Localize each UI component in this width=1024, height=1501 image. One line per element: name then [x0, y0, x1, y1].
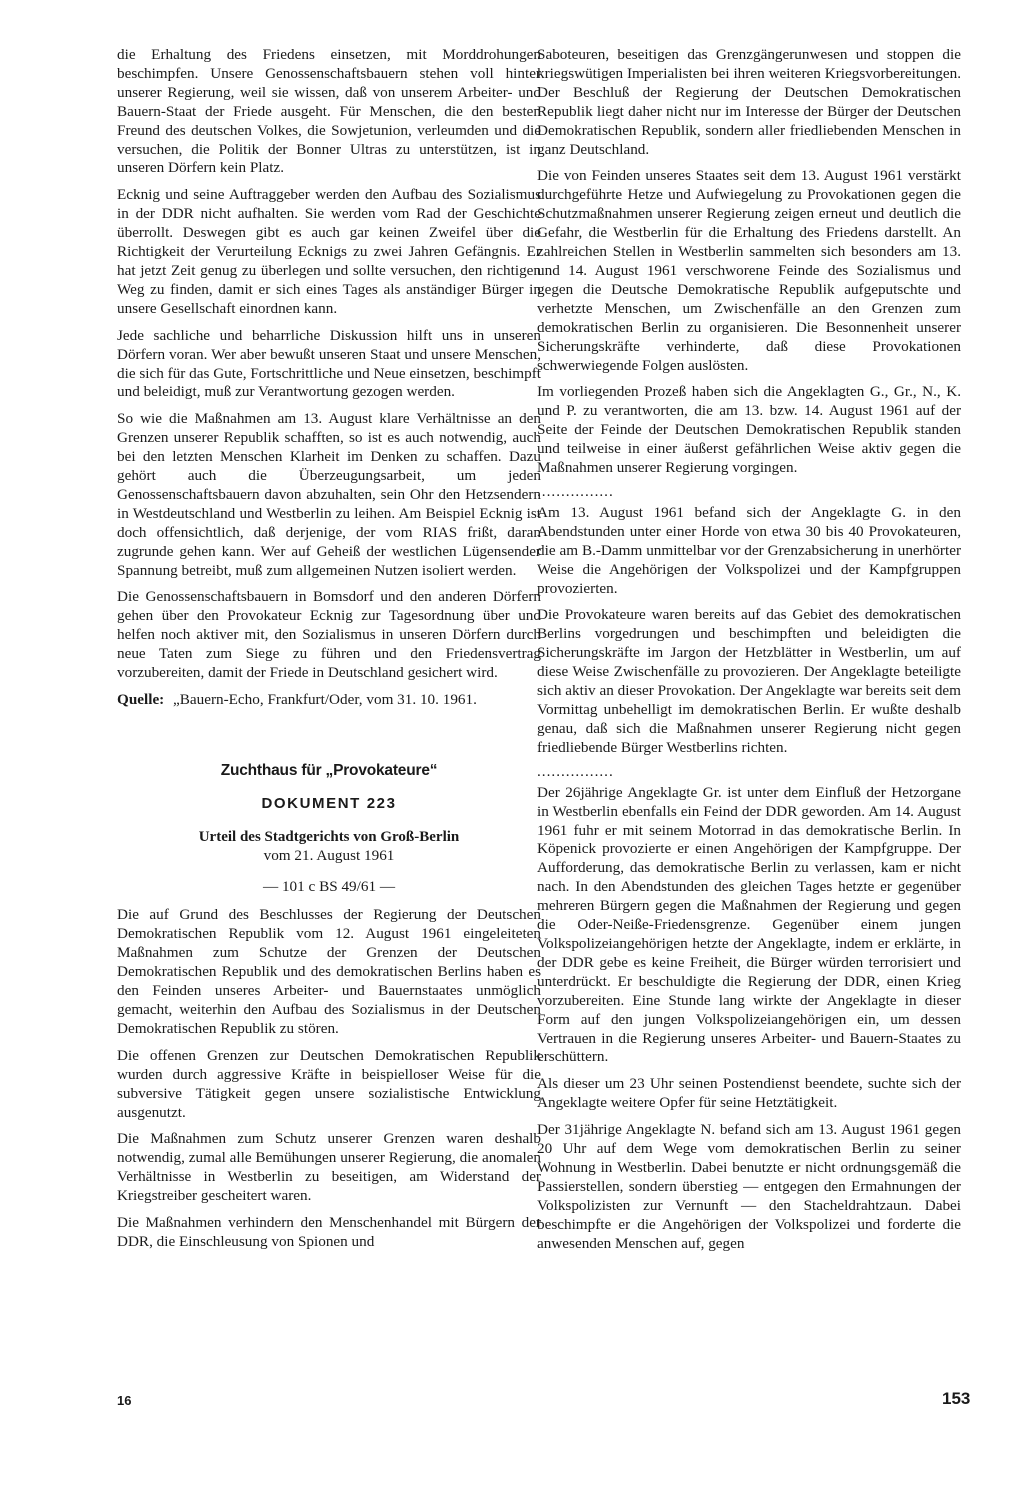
- paragraph: Als dieser um 23 Uhr seinen Postendienst beendete, suchte sich der Angeklagte weitere Opfer für seine Hetztätigkeit.: [537, 1075, 961, 1112]
- right-page-number: 153: [942, 1389, 971, 1408]
- paragraph: So wie die Maßnahmen am 13. August klare Verhältnisse an den Grenzen unserer Republik schafften, so ist es auch notwendig, auch bei den letzten Menschen Klarheit im Denken zu schaffen. Dazu gehört auch die Überzeugungsarbeit, um jeden Genossenschaftsbauern davon abzuhalten, sein Ohr den Hetzsendern in Westdeutschland und Westberlin zu leihen. Am Beispiel Ecknig ist doch offensichtlich, daß derjenige, der vom RIAS frißt, daran zugrunde gehen kann. Wer auf Geheiß der westlichen Lügensender Spannung betreibt, muß zum allgemeinen Nutzen isoliert werden.: [117, 410, 541, 579]
- paragraph: Die offenen Grenzen zur Deutschen Demokratischen Republik wurden durch aggressive Kräfte in beispielloser Weise für die subversive Tätigkeit gegen unsere sozialistische Entwicklung ausgenutzt.: [117, 1046, 541, 1121]
- paragraph: Die Maßnahmen zum Schutz unserer Grenzen waren deshalb notwendig, zumal alle Bemühungen unserer Regierung, die anomalen Verhältnisse in Westberlin zu beseitigen, am Widerstand der Kriegstreiber gescheitert waren.: [117, 1130, 541, 1205]
- document-number: DOKUMENT 223: [261, 794, 397, 812]
- paragraph: Jede sachliche und beharrliche Diskussion hilft uns in unseren Dörfern voran. Wer aber bewußt unseren Staat und unsere Menschen, die sich für das Gute, Fortschrittliche und Neue einsetzen, beschimpft und beleidigt, muß zur Verantwortung gezogen werden.: [117, 326, 541, 401]
- paragraph: Am 13. August 1961 befand sich der Angeklagte G. in den Abendstunden unter einer Horde von etwa 30 bis 40 Provokateuren, die am B.-Damm unmittelbar vor der Grenzabsicherung in unerhörter Weise die Angehörigen der Volkspolizei und der Kampfgruppen provozierten.: [537, 503, 961, 597]
- paragraph: Im vorliegenden Prozeß haben sich die Angeklagten G., Gr., N., K. und P. zu verantworten, die am 13. bzw. 14. August 1961 auf der Seite der Feinde der Deutschen Demokratischen Republik standen und teilweise in einer äußerst gefährlichen Weise aktiv gegen die Maßnahmen unserer Regierung vorgingen.: [537, 383, 961, 477]
- document-heading: Zuchthaus für „Provokateure“: [220, 761, 438, 779]
- right-column: [537, 46, 961, 1261]
- paragraph: Ecknig und seine Auftraggeber werden den Aufbau des Sozialismus in der DDR nicht aufhalten. Sie werden vom Rad der Geschichte überrollt. Deswegen gibt es auch gar keinen Zweifel über die Richtigkeit der Verurteilung Ecknigs zu zwei Jahren Gefängnis. Er hat jetzt Zeit genug zu überlegen und sollte versuchen, den richtigen Weg zu finden, damit er sich eines Tages als anständiger Bürger in unsere Gesellschaft einordnen kann.: [117, 186, 541, 317]
- document-date: vom 21. August 1961: [263, 846, 395, 864]
- paragraph: Die Genossenschaftsbauern in Bomsdorf und den anderen Dörfern gehen über den Provokateur Ecknig zur Tagesordnung über und helfen noch aktiver mit, den Sozialismus in unseren Dörfern durch neue Taten zum Siege zu führen und den Friedensvertrag vorzubereiten, damit der Friede in Deutschland gesichert wird.: [117, 588, 541, 682]
- omission-dots: ................: [537, 482, 614, 500]
- paragraph: Saboteuren, beseitigen das Grenzgängerunwesen und stoppen die kriegswütigen Imperialisten bei ihren weiteren Kriegsvorbereitungen. Der Beschluß der Regierung der Deutschen Demokratischen Republik liegt daher nicht nur im Interesse der Bürger der Deutschen Demokratischen Republik, sondern aller friedliebenden Menschen in ganz Deutschland.: [537, 46, 961, 158]
- left-column: [117, 46, 541, 1260]
- paragraph: Die Provokateure waren bereits auf das Gebiet des demokratischen Berlins vorgedrungen und beschimpften und beleidigten die Sicherungskräfte im Jargon der Hetzblätter in Westberlin, um auf diese Weise Zwischenfälle zu provozieren. Der Angeklagte beteiligte sich aktiv an dieser Provokation. Der Angeklagte war bereits seit dem Vormittag unbehelligt im demokratischen Berlin. Er wußte deshalb genau, daß sich die Maßnahmen unserer Regierung nicht gegen friedliebende Bürger Westberlins richten.: [537, 606, 961, 756]
- paragraph: Der 31jährige Angeklagte N. befand sich am 13. August 1961 gegen 20 Uhr auf dem Wege vom demokratischen Berlin zu seiner Wohnung in Westberlin. Dabei benutzte er nicht ordnungsgemäß die Passierstellen, sondern überstieg — entgegen den Ermahnungen der Volkspolizisten zur Vernunft — den Stacheldrahtzaun. Dabei beschimpfte er die Angehörigen der Volkspolizei und forderte die anwesenden Menschen auf, gegen: [537, 1121, 961, 1252]
- paragraph: Die von Feinden unseres Staates seit dem 13. August 1961 verstärkt durchgeführte Hetze und Aufwiegelung zu Provokationen gegen die Schutzmaßnahmen unserer Regierung zeigen erneut und deutlich die Gefahr, die Westberlin für die Erhaltung des Friedens darstellt. An zahlreichen Stellen in Westberlin sammelten sich besonders am 13. und 14. August 1961 verschworene Feinde des Sozialismus und gegen die Deutsche Demokratische Republik aufgeputschte und verhetzte Menschen, um Zwischenfälle an den Grenzen zum demokratischen Berlin zu organisieren. Die Besonnenheit unserer Sicherungskräfte verhinderte, daß diese Provokationen schwerwiegende Folgen auslösten.: [537, 167, 961, 374]
- paragraph: Die auf Grund des Beschlusses der Regierung der Deutschen Demokratischen Republik vom 12. August 1961 eingeleiteten Maßnahmen zum Schutze der Grenzen der Deutschen Demokratischen Republik und des demokratischen Berlins haben es den Feinden unseres Arbeiter- und Bauernstaates unmöglich gemacht, weiterhin den Aufbau des Sozialismus in der Deutschen Demokratischen Republik zu stören.: [117, 906, 541, 1037]
- document-reference: — 101 c BS 49/61 —: [262, 877, 396, 895]
- omission-dots: ................: [537, 762, 614, 780]
- source-citation: [117, 691, 541, 710]
- paragraph: Der 26jährige Angeklagte Gr. ist unter dem Einfluß der Hetzorgane in Westberlin ebenfalls ein Feind der DDR geworden. Am 14. August 1961 fuhr er mit seinem Motorrad in das demokratische Berlin. In Köpenick provozierte er einen Angehörigen der Kampfgruppe. Der Aufforderung, das demokratische Berlin zu verlassen, kam er nicht nach. In den Abendstunden des gleichen Tages hetzte er gegenüber mehreren Bürgern gegen die Maßnahmen der Regierung und gegen die Oder-Neiße-Friedensgrenze. Gegenüber einem jungen Volkspolizeiangehörigen hetzte der Angeklagte, indem er erklärte, in der DDR gebe es keine Freiheit, die Bürger würden terrorisiert und unterdrückt. Er beschuldigte die Regierung der DDR, einen Krieg vorzubereiten. Eine Stunde lang wirkte der Angeklagte in dieser Form auf den jungen Volkspolizeiangehörigen ein, um dessen Vertrauen in die Regierung unseres Arbeiter- und Bauern-Staates zu erschüttern.: [537, 783, 961, 1066]
- source-label: Quelle:: [117, 691, 165, 708]
- left-page-number: 16: [117, 1393, 132, 1408]
- source-text: „Bauern-Echo, Frankfurt/Oder, vom 31. 10. 1961.: [173, 691, 477, 708]
- paragraph: die Erhaltung des Friedens einsetzen, mit Morddrohungen beschimpfen. Unsere Genossenschaftsbauern stehen voll hinter unserer Regierung, weil sie wissen, daß von unserem Arbeiter- und Bauern-Staat der Friede ausgeht. Für Menschen, die den besten Freund des deutschen Volkes, die Sowjetunion, verleumden und die versuchen, die Politik der Bonner Ultras zu unterstützen, ist in unseren Dörfern kein Platz.: [117, 46, 541, 177]
- paragraph: Die Maßnahmen verhindern den Menschenhandel mit Bürgern der DDR, die Einschleusung von Spionen und: [117, 1214, 541, 1250]
- document-subtitle: Urteil des Stadtgerichts von Groß-Berlin: [198, 828, 460, 845]
